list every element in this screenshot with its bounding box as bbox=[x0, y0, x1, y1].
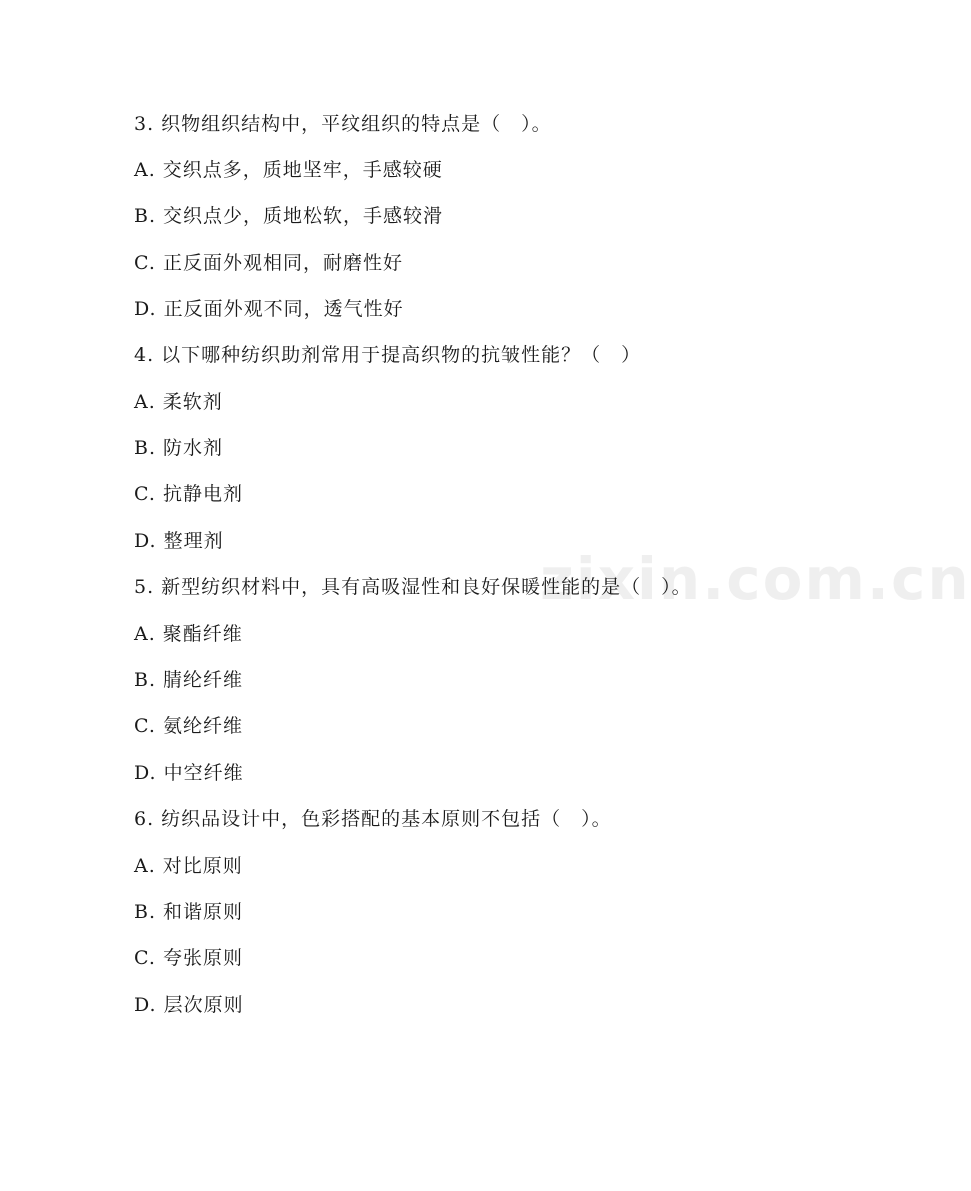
question-6-option-b: B. 和谐原则 bbox=[134, 901, 244, 923]
question-5-option-b: B. 腈纶纤维 bbox=[134, 669, 244, 691]
question-4: 4. 以下哪种纺织助剂常用于提高织物的抗皱性能？（ ） bbox=[134, 344, 642, 366]
question-4-option-c: C. 抗静电剂 bbox=[134, 483, 243, 505]
question-4-option-b: B. 防水剂 bbox=[134, 437, 224, 459]
question-6-option-d: D. 层次原则 bbox=[134, 994, 244, 1016]
question-6-option-c: C. 夸张原则 bbox=[134, 947, 243, 969]
question-5-option-c: C. 氨纶纤维 bbox=[134, 715, 243, 737]
question-3: 3. 织物组织结构中，平纹组织的特点是（ ）。 bbox=[134, 113, 552, 135]
question-3-option-d: D. 正反面外观不同，透气性好 bbox=[134, 298, 404, 320]
question-3-option-c: C. 正反面外观相同，耐磨性好 bbox=[134, 252, 403, 274]
question-3-option-a: A. 交织点多，质地坚牢，手感较硬 bbox=[134, 159, 443, 181]
question-5-option-d: D. 中空纤维 bbox=[134, 762, 244, 784]
question-3-option-b: B. 交织点少，质地松软，手感较滑 bbox=[134, 205, 444, 227]
question-4-option-d: D. 整理剂 bbox=[134, 530, 224, 552]
question-6: 6. 纺织品设计中，色彩搭配的基本原则不包括（ ）。 bbox=[134, 808, 612, 830]
question-5-option-a: A. 聚酯纤维 bbox=[134, 623, 243, 645]
question-6-option-a: A. 对比原则 bbox=[134, 855, 243, 877]
watermark: zixin.com.cn bbox=[540, 545, 971, 613]
question-4-option-a: A. 柔软剂 bbox=[134, 391, 223, 413]
question-5: 5. 新型纺织材料中，具有高吸湿性和良好保暖性能的是（ ）。 bbox=[134, 576, 692, 598]
